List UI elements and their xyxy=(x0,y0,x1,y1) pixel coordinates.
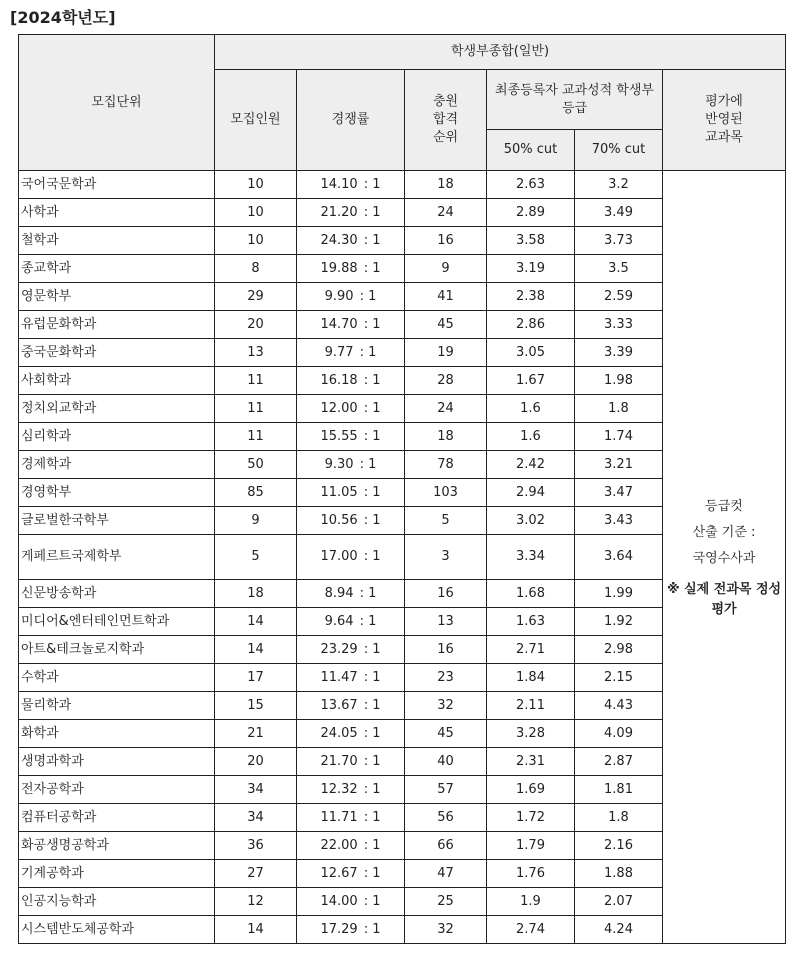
cell-competition xyxy=(297,311,405,339)
cell-waitlist: 40 xyxy=(405,748,487,776)
cell-cut50: 1.67 xyxy=(487,367,575,395)
cell-cut70: 1.81 xyxy=(575,776,663,804)
cell-competition xyxy=(297,720,405,748)
cell-cut50: 2.31 xyxy=(487,748,575,776)
header-recruits: 모집인원 xyxy=(215,70,297,171)
competition-suffix: : 1 xyxy=(363,316,381,332)
cell-cut50: 1.72 xyxy=(487,804,575,832)
cell-waitlist: 66 xyxy=(405,832,487,860)
cell-recruits: 11 xyxy=(215,423,297,451)
cell-competition xyxy=(297,451,405,479)
competition-value: 21.20 xyxy=(320,204,358,220)
cell-dept: 사학과 xyxy=(19,199,215,227)
cell-dept: 인공지능학과 xyxy=(19,888,215,916)
competition-value: 19.88 xyxy=(320,260,358,276)
cell-competition xyxy=(297,608,405,636)
cell-recruits: 20 xyxy=(215,311,297,339)
cell-competition xyxy=(297,507,405,535)
cell-recruits: 11 xyxy=(215,367,297,395)
cell-cut70: 2.87 xyxy=(575,748,663,776)
cell-waitlist: 13 xyxy=(405,608,487,636)
cell-dept: 기계공학과 xyxy=(19,860,215,888)
competition-value: 22.00 xyxy=(320,837,358,853)
cell-cut50: 1.79 xyxy=(487,832,575,860)
cell-waitlist: 5 xyxy=(405,507,487,535)
competition-value: 23.29 xyxy=(320,641,358,657)
header-waitlist xyxy=(405,70,487,171)
competition-value: 14.70 xyxy=(320,316,358,332)
cell-waitlist: 24 xyxy=(405,199,487,227)
cell-cut70: 3.33 xyxy=(575,311,663,339)
cell-recruits: 20 xyxy=(215,748,297,776)
competition-value: 9.90 xyxy=(324,288,354,304)
competition-suffix: : 1 xyxy=(363,893,381,909)
cell-dept: 심리학과 xyxy=(19,423,215,451)
table-header xyxy=(19,35,786,171)
competition-suffix: : 1 xyxy=(359,613,377,629)
cell-competition xyxy=(297,860,405,888)
cell-competition xyxy=(297,535,405,580)
cell-cut70: 4.24 xyxy=(575,916,663,944)
header-subjects-line2: 반영된 xyxy=(705,112,743,127)
subjects-note xyxy=(663,171,786,944)
cell-competition xyxy=(297,367,405,395)
cell-cut70: 3.21 xyxy=(575,451,663,479)
cell-dept: 화공생명공학과 xyxy=(19,832,215,860)
competition-suffix: : 1 xyxy=(363,512,381,528)
cell-competition xyxy=(297,776,405,804)
cell-cut70: 2.98 xyxy=(575,636,663,664)
cell-dept: 사회학과 xyxy=(19,367,215,395)
cell-cut70: 3.5 xyxy=(575,255,663,283)
cell-competition xyxy=(297,748,405,776)
cell-recruits: 9 xyxy=(215,507,297,535)
cell-recruits: 11 xyxy=(215,395,297,423)
cell-dept: 국어국문학과 xyxy=(19,171,215,199)
competition-suffix: : 1 xyxy=(359,288,377,304)
header-subjects-line1: 평가에 xyxy=(705,94,743,109)
header-subjects-line3: 교과목 xyxy=(705,130,743,145)
note-line2: 산출 기준 : xyxy=(692,525,756,540)
cell-dept: 글로벌한국학부 xyxy=(19,507,215,535)
cell-waitlist: 18 xyxy=(405,423,487,451)
cell-competition xyxy=(297,636,405,664)
cell-competition xyxy=(297,227,405,255)
cell-competition xyxy=(297,580,405,608)
competition-suffix: : 1 xyxy=(363,204,381,220)
cell-dept: 생명과학과 xyxy=(19,748,215,776)
cell-cut50: 1.84 xyxy=(487,664,575,692)
cell-competition xyxy=(297,916,405,944)
cell-dept: 전자공학과 xyxy=(19,776,215,804)
competition-suffix: : 1 xyxy=(363,697,381,713)
competition-value: 9.30 xyxy=(324,456,354,472)
cell-cut50: 1.69 xyxy=(487,776,575,804)
cell-dept: 컴퓨터공학과 xyxy=(19,804,215,832)
competition-suffix: : 1 xyxy=(363,921,381,937)
note-line3: 국영수사과 xyxy=(692,551,756,566)
cell-cut70: 3.73 xyxy=(575,227,663,255)
competition-value: 12.32 xyxy=(320,781,358,797)
competition-value: 11.05 xyxy=(320,484,358,500)
cell-recruits: 14 xyxy=(215,608,297,636)
cell-recruits: 10 xyxy=(215,199,297,227)
header-unit: 모집단위 xyxy=(19,35,215,171)
cell-dept: 수학과 xyxy=(19,664,215,692)
cell-recruits: 17 xyxy=(215,664,297,692)
header-group: 학생부종합(일반) xyxy=(215,35,786,70)
cell-cut50: 2.86 xyxy=(487,311,575,339)
cell-cut50: 2.63 xyxy=(487,171,575,199)
header-cut50: 50% cut xyxy=(487,130,575,171)
cell-cut50: 3.28 xyxy=(487,720,575,748)
cell-cut70: 2.59 xyxy=(575,283,663,311)
cell-cut70: 1.99 xyxy=(575,580,663,608)
competition-suffix: : 1 xyxy=(363,400,381,416)
cell-cut70: 4.09 xyxy=(575,720,663,748)
cell-cut50: 1.68 xyxy=(487,580,575,608)
cell-cut70: 3.47 xyxy=(575,479,663,507)
cell-competition xyxy=(297,395,405,423)
cell-recruits: 5 xyxy=(215,535,297,580)
table-body xyxy=(19,171,786,944)
cell-waitlist: 18 xyxy=(405,171,487,199)
cell-cut70: 1.92 xyxy=(575,608,663,636)
cell-recruits: 50 xyxy=(215,451,297,479)
cell-competition xyxy=(297,283,405,311)
cell-recruits: 14 xyxy=(215,916,297,944)
cell-cut50: 1.63 xyxy=(487,608,575,636)
cell-dept: 영문학부 xyxy=(19,283,215,311)
competition-suffix: : 1 xyxy=(363,669,381,685)
cell-cut50: 3.05 xyxy=(487,339,575,367)
cell-waitlist: 3 xyxy=(405,535,487,580)
cell-dept: 미디어&엔터테인먼트학과 xyxy=(19,608,215,636)
competition-value: 16.18 xyxy=(320,372,358,388)
cell-cut70: 2.07 xyxy=(575,888,663,916)
competition-value: 21.70 xyxy=(320,753,358,769)
page-title: [2024학년도] xyxy=(10,8,116,27)
competition-value: 24.30 xyxy=(320,232,358,248)
cell-waitlist: 23 xyxy=(405,664,487,692)
cell-competition xyxy=(297,692,405,720)
cell-waitlist: 56 xyxy=(405,804,487,832)
competition-suffix: : 1 xyxy=(363,725,381,741)
cell-waitlist: 19 xyxy=(405,339,487,367)
cell-waitlist: 28 xyxy=(405,367,487,395)
cell-recruits: 34 xyxy=(215,776,297,804)
cell-dept: 종교학과 xyxy=(19,255,215,283)
header-waitlist-line2: 합격 xyxy=(432,112,459,127)
cell-dept: 경영학부 xyxy=(19,479,215,507)
cell-dept: 시스템반도체공학과 xyxy=(19,916,215,944)
header-cut70: 70% cut xyxy=(575,130,663,171)
cell-dept: 화학과 xyxy=(19,720,215,748)
cell-recruits: 12 xyxy=(215,888,297,916)
header-subjects xyxy=(663,70,786,171)
competition-suffix: : 1 xyxy=(363,484,381,500)
cell-waitlist: 32 xyxy=(405,916,487,944)
cell-cut50: 1.6 xyxy=(487,423,575,451)
header-competition: 경쟁률 xyxy=(297,70,405,171)
competition-value: 12.67 xyxy=(320,865,358,881)
cell-recruits: 85 xyxy=(215,479,297,507)
cell-recruits: 14 xyxy=(215,636,297,664)
cell-cut50: 2.11 xyxy=(487,692,575,720)
cell-waitlist: 78 xyxy=(405,451,487,479)
header-grade-group: 최종등록자 교과성적 학생부등급 xyxy=(487,70,663,130)
cell-recruits: 13 xyxy=(215,339,297,367)
cell-waitlist: 16 xyxy=(405,227,487,255)
cell-waitlist: 16 xyxy=(405,636,487,664)
cell-competition xyxy=(297,423,405,451)
cell-cut70: 1.8 xyxy=(575,395,663,423)
competition-value: 11.47 xyxy=(320,669,358,685)
cell-recruits: 18 xyxy=(215,580,297,608)
cell-cut70: 4.43 xyxy=(575,692,663,720)
competition-value: 12.00 xyxy=(320,400,358,416)
cell-cut50: 3.58 xyxy=(487,227,575,255)
cell-waitlist: 45 xyxy=(405,311,487,339)
admissions-table xyxy=(18,34,786,944)
cell-waitlist: 57 xyxy=(405,776,487,804)
cell-cut50: 2.74 xyxy=(487,916,575,944)
competition-value: 15.55 xyxy=(320,428,358,444)
cell-recruits: 10 xyxy=(215,227,297,255)
table-row xyxy=(19,171,786,199)
competition-suffix: : 1 xyxy=(359,585,377,601)
cell-waitlist: 16 xyxy=(405,580,487,608)
competition-suffix: : 1 xyxy=(363,641,381,657)
cell-cut50: 2.89 xyxy=(487,199,575,227)
cell-dept: 신문방송학과 xyxy=(19,580,215,608)
competition-value: 9.64 xyxy=(324,613,354,629)
competition-suffix: : 1 xyxy=(363,176,381,192)
cell-dept: 게페르트국제학부 xyxy=(19,535,215,580)
cell-competition xyxy=(297,832,405,860)
cell-cut50: 1.6 xyxy=(487,395,575,423)
cell-cut50: 1.76 xyxy=(487,860,575,888)
competition-value: 8.94 xyxy=(324,585,354,601)
cell-competition xyxy=(297,339,405,367)
competition-suffix: : 1 xyxy=(359,344,377,360)
cell-cut70: 3.43 xyxy=(575,507,663,535)
cell-recruits: 36 xyxy=(215,832,297,860)
cell-waitlist: 9 xyxy=(405,255,487,283)
cell-waitlist: 47 xyxy=(405,860,487,888)
cell-cut50: 2.38 xyxy=(487,283,575,311)
cell-dept: 유럽문화학과 xyxy=(19,311,215,339)
cell-cut50: 2.71 xyxy=(487,636,575,664)
cell-recruits: 34 xyxy=(215,804,297,832)
cell-waitlist: 24 xyxy=(405,395,487,423)
cell-recruits: 8 xyxy=(215,255,297,283)
competition-suffix: : 1 xyxy=(363,837,381,853)
cell-dept: 철학과 xyxy=(19,227,215,255)
competition-suffix: : 1 xyxy=(363,865,381,881)
cell-waitlist: 25 xyxy=(405,888,487,916)
cell-cut70: 3.64 xyxy=(575,535,663,580)
cell-cut70: 3.39 xyxy=(575,339,663,367)
competition-suffix: : 1 xyxy=(363,753,381,769)
cell-cut70: 3.2 xyxy=(575,171,663,199)
cell-cut50: 2.94 xyxy=(487,479,575,507)
cell-competition xyxy=(297,804,405,832)
competition-value: 9.77 xyxy=(324,344,354,360)
cell-cut50: 3.19 xyxy=(487,255,575,283)
competition-value: 13.67 xyxy=(320,697,358,713)
cell-recruits: 21 xyxy=(215,720,297,748)
cell-recruits: 27 xyxy=(215,860,297,888)
competition-value: 24.05 xyxy=(320,725,358,741)
competition-value: 14.00 xyxy=(320,893,358,909)
competition-suffix: : 1 xyxy=(363,809,381,825)
cell-dept: 중국문화학과 xyxy=(19,339,215,367)
cell-cut70: 1.98 xyxy=(575,367,663,395)
competition-value: 11.71 xyxy=(320,809,358,825)
cell-recruits: 15 xyxy=(215,692,297,720)
cell-competition xyxy=(297,255,405,283)
cell-waitlist: 103 xyxy=(405,479,487,507)
header-waitlist-line3: 순위 xyxy=(432,130,459,145)
competition-value: 14.10 xyxy=(320,176,358,192)
cell-dept: 정치외교학과 xyxy=(19,395,215,423)
cell-competition xyxy=(297,888,405,916)
competition-suffix: : 1 xyxy=(363,549,381,564)
cell-competition xyxy=(297,479,405,507)
cell-cut50: 1.9 xyxy=(487,888,575,916)
cell-dept: 물리학과 xyxy=(19,692,215,720)
cell-cut70: 3.49 xyxy=(575,199,663,227)
cell-dept: 아트&테크놀로지학과 xyxy=(19,636,215,664)
cell-waitlist: 32 xyxy=(405,692,487,720)
cell-cut50: 3.34 xyxy=(487,535,575,580)
cell-recruits: 10 xyxy=(215,171,297,199)
cell-cut70: 2.15 xyxy=(575,664,663,692)
competition-suffix: : 1 xyxy=(363,260,381,276)
header-waitlist-line1: 충원 xyxy=(432,94,459,109)
cell-cut70: 1.88 xyxy=(575,860,663,888)
competition-value: 17.29 xyxy=(320,921,358,937)
note-line1: 등급컷 xyxy=(705,499,743,514)
competition-value: 17.00 xyxy=(320,549,358,564)
cell-cut50: 3.02 xyxy=(487,507,575,535)
cell-competition xyxy=(297,171,405,199)
cell-competition xyxy=(297,664,405,692)
cell-waitlist: 41 xyxy=(405,283,487,311)
cell-cut70: 2.16 xyxy=(575,832,663,860)
note-bold: ※ 실제 전과목 정성평가 xyxy=(666,582,782,617)
cell-recruits: 29 xyxy=(215,283,297,311)
cell-competition xyxy=(297,199,405,227)
competition-suffix: : 1 xyxy=(363,372,381,388)
competition-suffix: : 1 xyxy=(363,232,381,248)
cell-waitlist: 45 xyxy=(405,720,487,748)
cell-dept: 경제학과 xyxy=(19,451,215,479)
competition-suffix: : 1 xyxy=(359,456,377,472)
cell-cut50: 2.42 xyxy=(487,451,575,479)
competition-suffix: : 1 xyxy=(363,781,381,797)
cell-cut70: 1.8 xyxy=(575,804,663,832)
competition-value: 10.56 xyxy=(320,512,358,528)
cell-cut70: 1.74 xyxy=(575,423,663,451)
competition-suffix: : 1 xyxy=(363,428,381,444)
